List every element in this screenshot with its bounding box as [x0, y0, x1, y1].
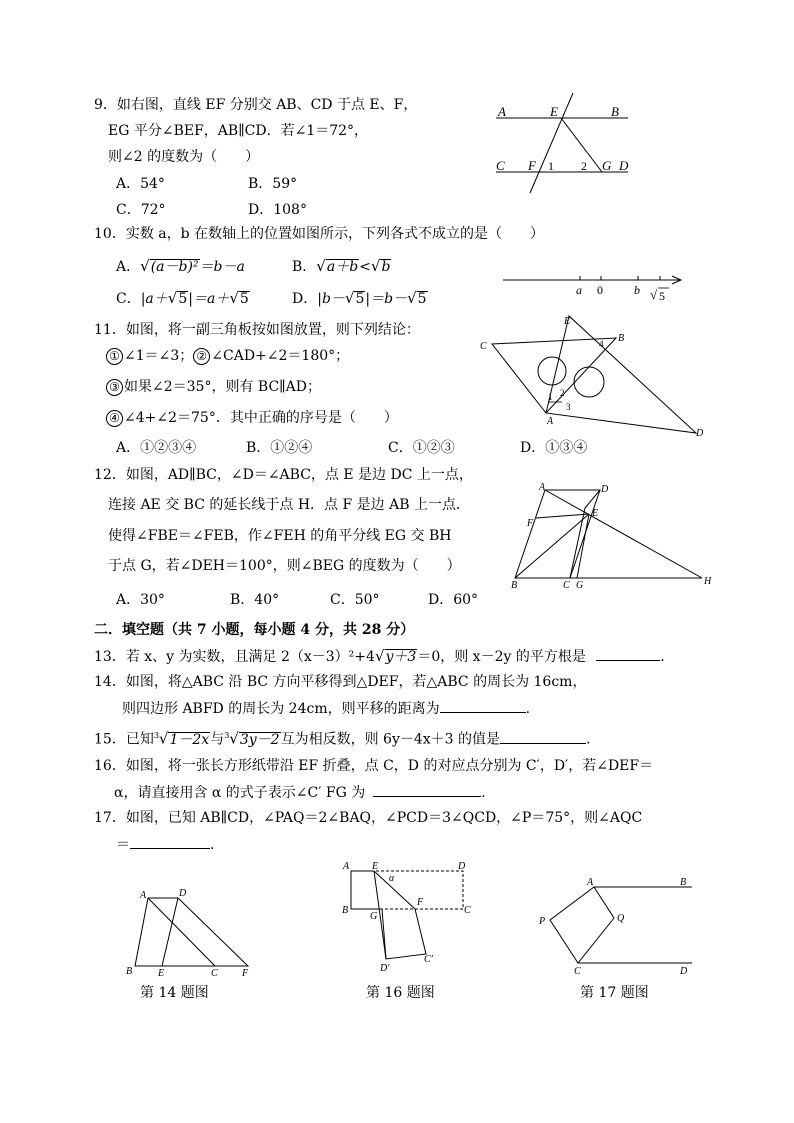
- q15-radicand2: 3y－2: [239, 731, 280, 748]
- q17-end: .: [210, 837, 215, 853]
- q14-answer-blank[interactable]: [440, 698, 526, 713]
- q11-conclusion-4: [106, 408, 398, 428]
- q12-option-a: A．30°: [116, 592, 165, 608]
- q12-line1: 12．如图，AD∥BC，∠D＝∠ABC，点 E 是边 DC 上一点，: [94, 467, 473, 483]
- fig11-label-4: 4: [599, 339, 604, 349]
- fig12-label-f: F: [527, 518, 534, 529]
- q13-pre: 13．若 x、y 为实数，且满足 2（x－3）²+4: [94, 649, 375, 665]
- q10-c-radicand1: 5: [178, 291, 188, 307]
- fig10-label-a: a: [576, 283, 582, 297]
- q10-option-a: A．√(a－b)²＝b－a: [116, 257, 245, 275]
- q15: 15．已知$^3$√1－2x与$^3$√3y－2互为相反数，则 6y－4x＋3 的值是 .: [94, 729, 591, 748]
- fig12-label-e: E: [592, 508, 599, 519]
- q10-option-b: B．√a＋b<√b: [292, 257, 391, 275]
- q10-d-radicand2: 5: [417, 291, 427, 307]
- figure-q12: [505, 478, 720, 590]
- q10-d-mid: |＝b－: [365, 291, 408, 307]
- fig9-label-b: B: [611, 104, 619, 119]
- q11-s2: ∠CAD+∠2＝180°；: [211, 348, 350, 364]
- figure-q11: [476, 308, 711, 443]
- fig14-label-f: F: [242, 968, 249, 979]
- q10-option-d: D．|b－√5|＝b－√5: [292, 289, 427, 307]
- q11-option-c: C．①②③: [388, 440, 455, 456]
- q10-d-pre: |b－: [317, 291, 345, 307]
- q13: 13．若 x、y 为实数，且满足 2（x－3）²+4√y＋3＝0，则 x－2y 的平方根是 .: [94, 647, 665, 665]
- fig11-label-2: 2: [560, 388, 565, 398]
- fig10-label-b: b: [634, 283, 640, 297]
- q15-mid: 与: [210, 731, 225, 748]
- q10-d-radicand1: 5: [355, 291, 365, 307]
- q11-circle-2: ②: [193, 348, 210, 365]
- q10-b-radicand1: a＋b: [326, 259, 359, 275]
- q10-c-pre: |a＋: [140, 291, 168, 307]
- fig10-label-sqrt5: 5: [659, 289, 665, 303]
- fig14-label-c: C: [211, 968, 218, 979]
- q10-stem: 10．实数 a，b 在数轴上的位置如图所示，下列各式不成立的是（ ）: [94, 226, 545, 242]
- fig14-label-d: D: [179, 888, 187, 899]
- q15-root-index-1: 3: [153, 731, 159, 740]
- fig17-label-a: A: [587, 877, 594, 888]
- fig9-label-d: D: [619, 158, 629, 173]
- fig16-label-a: A: [343, 861, 350, 872]
- fig12-label-b: B: [511, 580, 518, 590]
- q13-post: ＝0，则 x－2y 的平方根是: [417, 649, 586, 665]
- fig16-caption: 第 16 题图: [366, 985, 435, 1001]
- q9-option-a: A．54°: [116, 176, 165, 192]
- q17-l2-text: ＝: [116, 837, 130, 853]
- fig17-label-d: D: [680, 966, 688, 977]
- fig12-label-g: G: [576, 580, 584, 590]
- figure-q16: [338, 855, 478, 975]
- q11-conclusion-1-2: [106, 346, 349, 366]
- fig9-label-c: C: [496, 158, 505, 173]
- q14-line1: 14．如图，将△ABC 沿 BC 方向平移得到△DEF，若△ABC 的周长为 16cm，: [94, 674, 587, 690]
- fig11-label-c: C: [480, 341, 487, 352]
- fig9-label-f: F: [528, 158, 536, 173]
- q13-end: .: [660, 649, 665, 665]
- q11-s1: ∠1＝∠3；: [124, 348, 194, 364]
- q17-line2: [116, 834, 214, 855]
- q15-post: 互为相反数，则 6y－4x＋3 的值是: [280, 731, 501, 748]
- q16-answer-blank[interactable]: [373, 782, 481, 797]
- fig17-label-p: P: [539, 916, 546, 927]
- q17-answer-blank[interactable]: [130, 834, 210, 849]
- q11-option-d: D．①③④: [520, 440, 588, 456]
- q11-conclusion-3: [106, 377, 321, 397]
- q15-radicand1: 1－2x: [169, 731, 210, 748]
- q16-line2: [114, 782, 486, 803]
- fig12-label-a: A: [539, 482, 546, 493]
- q16-end: .: [481, 785, 486, 801]
- fig9-label-1: 1: [548, 159, 554, 173]
- q9-line2: EG 平分∠BEF，AB∥CD．若∠1＝72°，: [108, 123, 369, 139]
- fig17-label-b: B: [680, 877, 687, 888]
- q11-circle-4: ④: [106, 410, 123, 427]
- fig16-label-e: E: [372, 861, 379, 872]
- fig17-label-c: C: [574, 966, 581, 977]
- fig16-label-d-prime: D′: [380, 963, 390, 974]
- q10-c-radicand2: 5: [239, 291, 249, 307]
- fig17-caption: 第 17 题图: [580, 985, 649, 1001]
- q15-answer-blank[interactable]: [500, 729, 586, 744]
- q15-pre: 15．已知: [94, 731, 154, 748]
- q11-s3: 如果∠2＝35°，则有 BC∥AD；: [124, 379, 321, 395]
- q11-option-b: B．①②④: [246, 440, 313, 456]
- fig16-label-c: C: [464, 905, 471, 916]
- q9-option-b: B．59°: [248, 176, 298, 192]
- q12-option-d: D．60°: [428, 592, 479, 608]
- fig10-label-0: 0: [597, 283, 603, 297]
- q11-circle-3: ③: [106, 379, 123, 396]
- q14-line2: [122, 698, 530, 719]
- fig16-label-alpha: α: [389, 873, 395, 884]
- q10-a-label: A．: [116, 259, 141, 275]
- fig11-label-1: 1: [548, 392, 553, 402]
- figure-q10-number-line: [498, 266, 688, 308]
- figure-q9: [488, 88, 638, 198]
- q10-b-radicand2: b: [381, 259, 391, 275]
- fig16-label-b: B: [342, 905, 349, 916]
- q15-root-index-2: 3: [224, 731, 230, 740]
- q9-line1: 9．如右图，直线 EF 分别交 AB、CD 于点 E、F，: [94, 97, 418, 113]
- q16-line1: 16．如图，将一张长方形纸带沿 EF 折叠，点 C，D 的对应点分别为 C′，D′，若∠DEF＝: [94, 758, 654, 774]
- q9-option-d: D．108°: [248, 202, 307, 218]
- fig14-label-b: B: [126, 966, 133, 977]
- fig16-label-d: D: [458, 861, 466, 872]
- fig9-label-a: A: [498, 104, 506, 119]
- q14-l2-text: 则四边形 ABFD 的周长为 24cm，则平移的距离为: [122, 701, 440, 717]
- fig11-label-b: B: [618, 333, 625, 344]
- q14-end: .: [525, 701, 531, 717]
- fig9-label-e: E: [550, 104, 558, 119]
- q13-radicand: y＋3: [385, 649, 417, 665]
- fig12-label-c: C: [563, 580, 570, 590]
- q12-line2: 连接 AE 交 BC 的延长线于点 H．点 F 是边 AB 上一点．: [108, 497, 470, 513]
- fig14-label-a: A: [140, 890, 147, 901]
- q10-c-label: C．: [116, 291, 141, 307]
- q10-d-label: D．: [292, 291, 318, 307]
- q10-c-mid: |＝a＋: [188, 291, 230, 307]
- q11-circle-1: ①: [106, 348, 123, 365]
- q17-line1: 17．如图，已知 AB∥CD，∠PAQ＝2∠BAQ，∠PCD＝3∠QCD，∠P＝75°，则∠AQC: [94, 810, 643, 826]
- fig9-label-2: 2: [581, 159, 587, 173]
- figure-q17: [532, 870, 702, 978]
- q12-option-c: C．50°: [330, 592, 380, 608]
- fig10-sqrt-sign: √: [650, 287, 658, 302]
- fig16-label-c-prime: C′: [424, 954, 433, 965]
- q12-line4: 于点 G，若∠DEH＝100°，则∠BEG 的度数为（ ）: [108, 558, 461, 574]
- q11-stem: 11．如图，将一副三角板按如图放置，则下列结论：: [94, 322, 420, 338]
- fig11-label-e: E: [564, 316, 571, 327]
- q12-option-b: B．40°: [230, 592, 280, 608]
- fig16-label-g: G: [370, 911, 378, 922]
- q9-line3: 则∠2 的度数为（ ）: [108, 149, 260, 165]
- q10-a-tail: ＝b－a: [199, 259, 245, 275]
- q10-option-c: C．|a＋√5|＝a＋√5: [116, 289, 249, 307]
- fig16-label-f: F: [417, 897, 424, 908]
- fig12-label-h: H: [704, 576, 712, 587]
- q10-b-mid: <: [359, 259, 371, 275]
- figure-q14: [120, 884, 260, 980]
- fig11-label-3: 3: [566, 402, 571, 412]
- fig14-label-e: E: [158, 968, 165, 979]
- fig14-caption: 第 14 题图: [140, 985, 209, 1001]
- q10-b-label: B．: [292, 259, 317, 275]
- fig17-label-q: Q: [617, 913, 625, 924]
- fig11-label-a: A: [547, 416, 554, 427]
- q10-a-radicand: (a－b)²: [150, 259, 199, 275]
- q11-s4: ∠4+∠2＝75°．其中正确的序号是（ ）: [124, 410, 398, 426]
- q16-l2-text: α，请直接用含 α 的式子表示∠C′ FG 为: [114, 785, 366, 801]
- fig12-label-d: D: [601, 484, 609, 495]
- q13-answer-blank[interactable]: [596, 646, 660, 661]
- q9-option-c: C．72°: [116, 202, 166, 218]
- section-fill-in-heading: 二．填空题（共 7 小题，每小题 4 分，共 28 分）: [94, 622, 415, 638]
- fig11-label-d: D: [696, 428, 704, 439]
- q12-line3: 使得∠FBE＝∠FEB，作∠FEH 的角平分线 EG 交 BH: [108, 528, 452, 544]
- fig9-label-g: G: [602, 158, 612, 173]
- q11-option-a: A．①②③④: [116, 440, 197, 456]
- q15-end: .: [586, 731, 591, 748]
